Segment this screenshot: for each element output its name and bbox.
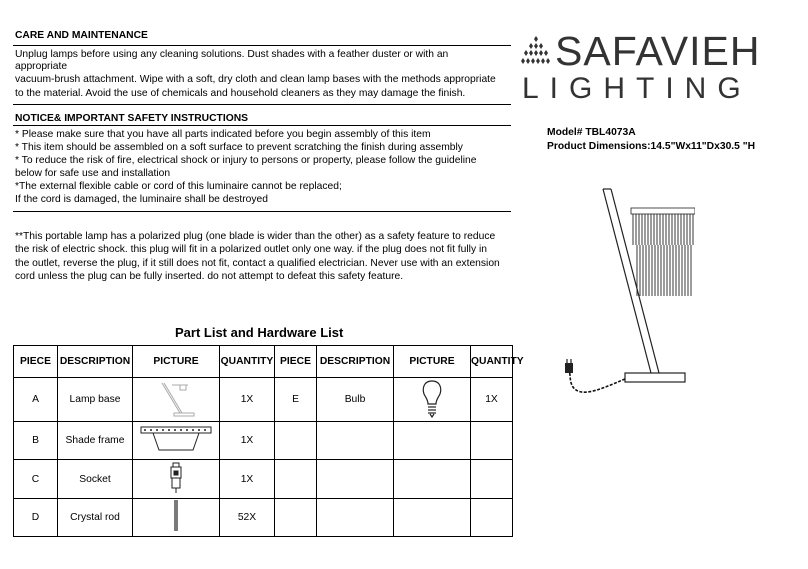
piece-cell: C [14,460,58,499]
description-cell: Shade frame [58,422,133,460]
parts-table [13,345,524,537]
picture-cell [133,422,220,460]
piece-cell [275,499,317,537]
column-header: PICTURE [394,346,471,378]
safety-line: *The external flexible cable or cord of this luminaire cannot be replaced; [15,181,342,192]
picture-cell [394,460,471,499]
picture-cell [133,460,220,499]
description-cell: Lamp base [58,378,133,422]
safety-line: * To reduce the risk of fire, electrical shock or injury to persons or property, please follow the guideline [15,155,477,166]
care-line: Unplug lamps before using any cleaning solutions. Dust shades with a feather duster or with an [15,49,449,60]
model-number: Model# TBL4073A [547,127,636,138]
quantity-cell [471,460,513,499]
table-row [14,460,513,499]
description-cell: Socket [58,460,133,499]
shade-frame-icon [139,424,213,454]
description-cell: Bulb [317,378,394,422]
quantity-cell: 1X [220,378,275,422]
column-header: PIECE [275,346,317,378]
column-header: QUANTITY [471,346,513,378]
divider [13,125,511,126]
divider [13,104,511,105]
quantity-cell [471,422,513,460]
piece-cell [275,422,317,460]
column-header: QUANTITY [220,346,275,378]
description-cell [317,460,394,499]
table-row [14,378,513,422]
piece-cell [275,460,317,499]
picture-cell [394,378,471,422]
safety-heading: NOTICE& IMPORTANT SAFETY INSTRUCTIONS [15,113,249,124]
column-header: DESCRIPTION [317,346,394,378]
divider [13,45,511,46]
description-cell [317,499,394,537]
quantity-cell [471,499,513,537]
lamp-drawing-icon [555,183,695,413]
table-header-row [14,346,513,378]
table-row [14,422,513,460]
quantity-cell: 1X [471,378,513,422]
piece-cell: D [14,499,58,537]
safety-line: * Please make sure that you have all parts indicated before you begin assembly of this item [15,129,431,140]
product-dimensions: Product Dimensions:14.5"Wx11"Dx30.5 "H [547,141,756,152]
piece-cell: B [14,422,58,460]
column-header: PIECE [14,346,58,378]
description-cell [317,422,394,460]
plug-line: the risk of electric shock. this plug will fit in a polarized outlet only one way. if the plug does not fit fully in [15,244,487,255]
quantity-cell: 52X [220,499,275,537]
column-header: DESCRIPTION [58,346,133,378]
table-row [14,499,513,537]
care-heading: CARE AND MAINTENANCE [15,30,148,41]
brand-mark-icon [521,34,551,68]
picture-cell [133,499,220,537]
safety-line: below for safe use and installation [15,168,171,179]
socket-icon [169,462,183,494]
brand-sub: LIGHTING [522,72,752,105]
plug-line: the outlet, reverse the plug, if it still does not fit, contact a qualified electrician. Never use with an extension [15,258,500,269]
safety-line: * This item should be assembled on a soft surface to prevent scratching the finish during assembly [15,142,463,153]
picture-cell [394,499,471,537]
lamp-base-icon [156,379,196,417]
safety-line: If the cord is damaged, the luminaire shall be destroyed [15,194,268,205]
plug-line: **This portable lamp has a polarized plug (one blade is wider than the other) as a safety feature to reduce [15,231,496,242]
piece-cell: E [275,378,317,422]
quantity-cell: 1X [220,422,275,460]
care-line: vacuum-brush attachment. Wipe with a soft, dry cloth and clean lamp bases with the methods appropriate [15,74,496,85]
plug-line: cord unless the plug can be fully inserted. do not attempt to defeat this safety feature. [15,271,404,282]
piece-cell: A [14,378,58,422]
quantity-cell: 1X [220,460,275,499]
bulb-icon [420,378,444,418]
crystal-rod-icon [172,499,180,533]
parts-title: Part List and Hardware List [175,325,344,340]
picture-cell [133,378,220,422]
brand-name: SAFAVIEH [555,28,761,74]
care-line: to the material. Avoid the use of chemicals and household cleaners as they may damage the finish. [15,88,466,99]
column-header: PICTURE [133,346,220,378]
description-cell: Crystal rod [58,499,133,537]
picture-cell [394,422,471,460]
care-line: appropriate [15,61,68,72]
divider [13,211,511,212]
